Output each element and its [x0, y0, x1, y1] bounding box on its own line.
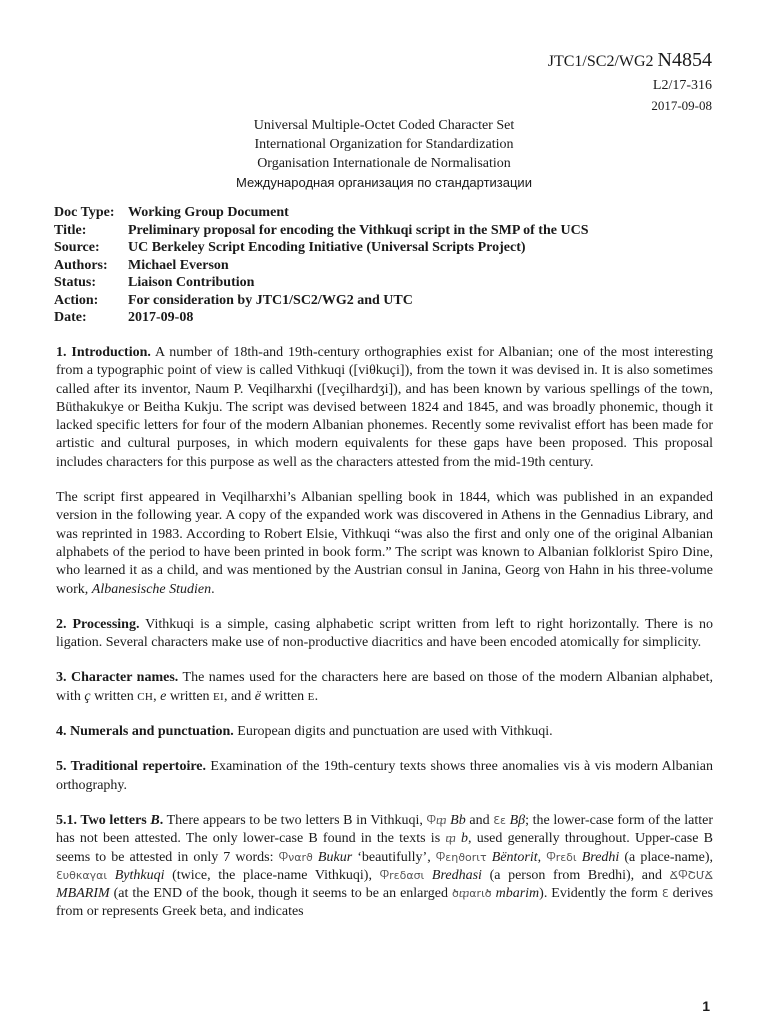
vithkuqi-glyph: Ɛ	[661, 887, 669, 901]
section-character-names: 3. Character names. The names used for the characters here are based on those of the modern Albanian alphabet, with ç written CH, e written EI, and ë written E.	[56, 670, 713, 704]
latin-letter: Bb	[450, 812, 466, 828]
section-numerals	[56, 723, 713, 741]
paragraph-text: A number of 18th-and 19th-century orthographies exist for Albanian; one of the most interesting from a typographic point of view is called Vithkuqi ([viθkuçi]), from the town it was devised in. It is also sometimes called after its inventor, Naum P. Veqilharxhi ([veçilhardʒi]), and has been known by various spellings of the town, Büthakukye or Beitha Kukju. The script was devised between 1824 and 1845, and was broadly phonemic, though it lacked specific letters for four of the modern Albanian phonemes. Recently some revivalist effort has been made for artistic and cultural purposes, in which modern equivalents for these gaps have been proposed. This proposal includes characters for this purpose as well as the characters attested from the mid-19th century.	[56, 345, 714, 470]
vithkuqi-glyph: Ⴔrεδασι	[379, 868, 425, 882]
section-heading: 3. Character names.	[56, 670, 179, 686]
meta-row	[54, 239, 588, 257]
meta-value: Preliminary proposal for encoding the Vithkuqi script in the SMP of the UCS	[128, 222, 589, 238]
gloss: (at the END of the book, though it seems to be an enlarged	[113, 886, 449, 902]
meta-value: For consideration by JTC1/SC2/WG2 and UTC	[128, 292, 413, 308]
paragraph-text: There appears to be two letters B in Vithkuqi,	[166, 812, 423, 828]
paragraph-text: Examination of the 19th-century texts shows three anomalies vis à vis modern Albanian orthography.	[56, 759, 713, 793]
paragraph-text: and	[469, 812, 490, 828]
section-heading: 5.1. Two letters B.	[56, 812, 164, 828]
word: Bredhi	[581, 849, 620, 865]
punctuation: .	[211, 581, 215, 597]
section-heading: 5. Traditional repertoire.	[56, 759, 207, 775]
organisation-line: Universal Multiple-Octet Coded Character Set	[253, 118, 515, 133]
paragraph-text: ; the lower-case form of the latter has not been attested. The only lower-case B found in the texts is	[56, 812, 714, 847]
document-metadata	[54, 204, 588, 327]
paragraph-text: ). Evidently the form	[539, 886, 658, 902]
meta-row	[54, 204, 588, 222]
small-caps-name: E	[307, 690, 315, 703]
paragraph-text: The names used for the characters here are based on those of the modern Albanian alphabet, with	[56, 670, 713, 704]
section-history	[56, 489, 713, 599]
paragraph-text: The script first appeared in Veqilharxhi’s Albanian spelling book in 1844, which was published in an expanded version in the following year. A copy of the expanded work was discovered in Athens in the Gennadius Library, and was reprinted in 1983. According to Robert Elsie, Vithkuqi “was also the first and only one of the original Albanian alphabets of the period to have been printed in book form.” The script was known to Albanian folklorist Spiro Dine, who learned it as a child, and was mentioned by the Austrian consul in Janina, Georg von Hahn in his three-volume work,	[56, 490, 713, 597]
word: Βythkuqi	[114, 867, 165, 883]
gloss: (twice, the place-name Vithkuqi),	[172, 867, 372, 883]
paragraph-text: , used generally throughout. Upper-case B seems to be attested in only 7 words:	[56, 831, 714, 865]
organisation-line: Organisation Internationale de Normalisation	[257, 156, 511, 171]
gloss: ‘beautifully’,	[357, 849, 431, 865]
meta-value: Working Group Document	[128, 205, 289, 220]
section-two-letters-b: 5.1. Two letters B. There appears to be two letters B in Vithkuqi, Ⴔⴔ Bb and Ɛε Ββ; the lower-case form of the latter has not been attested. The only lower-case B found in the texts is ⴔ b, used generally throughout. Upper-case B seems to be attested in only 7 words: Ⴔναrϑ Bukur ‘beautifully’, Ⴔεηϑοrιτ Bëntorit, Ⴔrεδι Bredhi (a place-name), Ɛυθκαγαι Βythkuqi (twice, the place-name Vithkuqi), Ⴔrεδασι Bredhasi (a person from Bredhi), and ՃႴՇՄՃ MBARIM (at the END of the book, though it seems to be an enlarged ծⴔαrιծ mbarim). Evidently the form Ɛ derives from or represents Greek beta, and indicates	[56, 812, 714, 920]
meta-row	[54, 292, 588, 310]
meta-key: Title:	[54, 222, 87, 238]
section-heading: 4. Numerals and punctuation.	[56, 724, 234, 740]
word: Bredhasi	[431, 867, 482, 883]
vithkuqi-glyph: Ⴔναrϑ	[278, 850, 313, 864]
meta-value: Michael Everson	[128, 257, 229, 273]
latin-letter: b	[461, 831, 469, 847]
small-caps-name: EI	[213, 690, 225, 703]
letter-e: e	[160, 688, 167, 704]
book-title: Albanesische Studien	[91, 581, 212, 597]
organisation-line: International Organization for Standardization	[254, 137, 514, 152]
paragraph-text: derives from or represents Greek beta, and indicates	[56, 886, 714, 920]
vithkuqi-glyph: ՃႴՇՄՃ	[669, 868, 714, 882]
vithkuqi-glyph: Ⴔⴔ	[426, 813, 447, 827]
word: mbarim	[495, 886, 540, 902]
vithkuqi-glyph: Ɛε	[493, 813, 506, 827]
letter-c-cedilla: ç	[84, 688, 91, 704]
l2-number: L2/17-316	[652, 78, 712, 93]
greek-letter: Ββ	[509, 812, 526, 828]
doc-number: N4854	[657, 49, 712, 71]
meta-key: Doc Type:	[54, 205, 115, 220]
meta-row	[54, 274, 588, 292]
page-number: 1	[702, 998, 710, 1014]
paragraph-text: written	[94, 688, 134, 704]
meta-row	[54, 309, 588, 327]
meta-value: Liaison Contribution	[128, 275, 255, 290]
section-heading: 2. Processing.	[56, 616, 140, 632]
meta-key: Status:	[54, 275, 97, 290]
organisation-block	[0, 116, 768, 192]
heading-text: 5.1. Two letters	[56, 812, 147, 828]
document-body	[56, 344, 713, 939]
vithkuqi-glyph: Ⴔεηϑοrιτ	[435, 850, 487, 864]
heading-letter: B	[150, 812, 160, 828]
meta-row	[54, 222, 588, 240]
document-reference	[548, 50, 712, 72]
word: Bukur	[317, 849, 353, 865]
paragraph-text: written	[264, 688, 305, 704]
meta-value: 2017-09-08	[128, 310, 194, 325]
meta-key: Source:	[54, 240, 100, 255]
meta-key: Action:	[54, 292, 99, 308]
doc-prefix: JTC1/SC2/WG2	[547, 53, 654, 70]
meta-row	[54, 257, 588, 275]
vithkuqi-glyph: ծⴔαrιծ	[451, 887, 492, 901]
letter-e-diaeresis: ë	[254, 688, 261, 704]
meta-key: Authors:	[54, 257, 108, 273]
paragraph-text: written	[169, 688, 210, 704]
gloss: (a person from Bredhi), and	[489, 867, 662, 883]
organisation-line: Международная организация по стандартизации	[236, 175, 532, 190]
paragraph-text: European digits and punctuation are used with Vithkuqi.	[237, 724, 553, 740]
section-heading: 1. Introduction.	[56, 345, 151, 360]
vithkuqi-glyph: ⴔ	[445, 832, 456, 846]
section-introduction	[56, 344, 713, 472]
gloss: (a place-name),	[624, 849, 714, 865]
paragraph-text: , and	[224, 688, 252, 704]
vithkuqi-glyph: Ⴔrεδι	[546, 850, 577, 864]
section-processing	[56, 616, 713, 653]
paragraph-text: Vithkuqi is a simple, casing alphabetic script written from left to right horizontally. There is no ligation. Several characters make use of non-productive diacritics and have been encoded atomically for simplicity.	[56, 616, 713, 651]
section-repertoire	[56, 758, 713, 795]
meta-value: UC Berkeley Script Encoding Initiative (Universal Scripts Project)	[128, 240, 526, 255]
word: MBARIM	[56, 886, 110, 902]
small-caps-name: CH	[137, 690, 154, 703]
meta-key: Date:	[54, 310, 87, 325]
word: Bëntorit	[491, 849, 538, 865]
header-date: 2017-09-08	[651, 98, 712, 113]
vithkuqi-glyph: Ɛυθκαγαι	[56, 868, 108, 882]
